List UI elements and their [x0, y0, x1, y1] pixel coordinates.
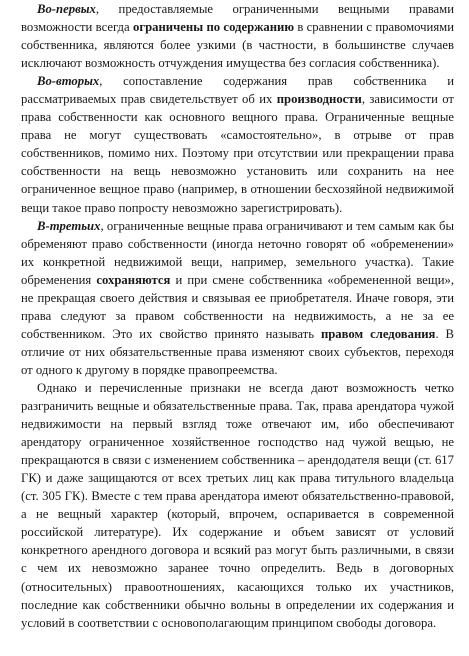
marker-first: Во-первых [37, 2, 96, 16]
text-run: в сравнении с правомочиями собственника, являются более узкими (в частности, в большинстве случаев исключают возможность отчуждения имущества без согласия собственника). [21, 20, 455, 71]
text-run: , предоставляемые ограниченными вещными правами возможности всегда [21, 2, 454, 35]
text-run: и при смене собственника «обремененной вещи», не прекращая своего действия и связывая ее приобретателя. Иначе говоря, эти права следуют за правом собственности на недвижимость, а не за ее собственником. Это их свойство принято называть [21, 272, 454, 341]
marker-second: Во-вторых [37, 74, 100, 89]
marker-third: В-третьих [37, 218, 101, 233]
text-run: , сопоставление содержания прав собственника и рассматриваемых прав свидетельствует об их [21, 74, 454, 107]
paragraph-second [21, 72, 454, 216]
paragraph-first [21, 0, 454, 72]
emphasis-preserved: сохраняются [96, 272, 171, 287]
text-run: , зависимости от права собственности как основного вещного права. Ограниченные вещные права не могут существовать «самостоятельно», в отрыве от прав собственников, помимо них. Поэтому при отсутствии или прекращении права собственности на вещь невозможно установить или сохранить на нее ограниченное вещное право (например, в отношении бесхозяйной недвижимой вещи такое право попросту невозможно зарегистрировать). [21, 92, 454, 215]
paragraph-third [21, 217, 454, 379]
paragraph-fourth [21, 379, 454, 632]
emphasis-right-of-following: правом следования [320, 326, 436, 341]
text-run: , ограниченные вещные права ограничивают и тем самым как бы обременяют право собственности (иногда неточно говорят об «обременении» их конкретной недвижимой вещи, например, земельного участка). Такие обременения [21, 218, 454, 287]
text-run: Однако и перечисленные признаки не всегда дают возможность четко разграничить вещные и обязательственные права. Так, права арендатора чужой недвижимости на первый взгляд тоже отвечают им, ибо обеспечивают арендатору ограниченное хозяйственное господство над чужой вещью, не прекращаются в связи с изменением собственника – арендодателя вещи (ст. 617 ГК) и даже защищаются от всех третьих лиц как права титульного владельца (ст. 305 ГК). Вместе с тем права арендатора имеют обязательственно-правовой, а не вещный характер (который, впрочем, оспаривается в современной российской литературе). Их содержание и объем зависят от условий конкретного арендного договора и всякий раз могут быть различными, в связи с чем их невозможно заранее точно определить. Ведь в договорных (относительных) правоотношениях, касающихся только их участников, последние как собственники обычно вольны в определении их содержания и условий в соответствии с основополагающим принципом свободы договора. [21, 380, 454, 630]
emphasis-limited-content: ограничены по содержанию [132, 20, 295, 35]
emphasis-derivativeness: производности [276, 92, 362, 107]
text-run: . В отличие от них обязательственные права изменяют своих субъектов, переходя от одного к другому в порядке правопреемства. [21, 326, 455, 377]
